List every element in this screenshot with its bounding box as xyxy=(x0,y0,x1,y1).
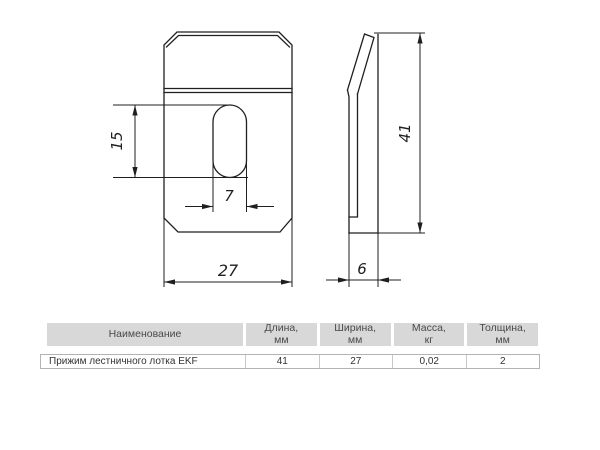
header-mass-label: Масса, xyxy=(411,322,446,334)
cell-mass: 0,02 xyxy=(392,355,466,368)
front-bend-lines xyxy=(164,89,292,93)
side-right-bottom-edge xyxy=(349,35,378,234)
side-view-dimensions xyxy=(326,33,425,287)
front-view-dimensions xyxy=(113,105,292,287)
header-width-label: Ширина, xyxy=(334,322,376,334)
dim-15-lines xyxy=(113,105,248,178)
header-thickness xyxy=(467,323,538,346)
side-view xyxy=(348,34,379,233)
dim-label-plate-width: 27 xyxy=(217,261,239,280)
front-slot xyxy=(213,105,247,178)
cell-product-name: Прижим лестничного лотка EKF xyxy=(49,356,198,367)
header-width-unit: мм xyxy=(347,333,363,346)
dim-label-slot-width: 7 xyxy=(224,187,234,205)
dim-label-plate-height: 41 xyxy=(396,123,414,143)
header-thickness-unit: мм xyxy=(495,333,510,346)
header-length-unit: мм xyxy=(274,333,289,346)
dim-label-slot-height: 15 xyxy=(108,131,126,151)
cell-width: 27 xyxy=(319,355,393,368)
header-width xyxy=(320,323,391,346)
header-mass-unit: кг xyxy=(424,333,434,346)
spec-table-header xyxy=(47,323,538,346)
spec-table xyxy=(40,323,540,369)
header-length xyxy=(246,323,317,346)
header-name xyxy=(47,323,243,346)
side-tab xyxy=(348,34,375,94)
front-top-inner-edge xyxy=(167,36,290,48)
dim-label-profile-depth: 6 xyxy=(357,260,367,278)
side-inner-edge xyxy=(349,94,358,217)
cell-length: 41 xyxy=(245,355,319,368)
side-left-edge xyxy=(348,90,350,233)
header-name-label: Наименование xyxy=(108,327,182,340)
header-mass xyxy=(394,323,465,346)
cell-thickness: 2 xyxy=(466,355,540,368)
header-thickness-label: Толщина, xyxy=(479,322,526,334)
header-length-label: Длина, xyxy=(264,322,299,334)
table-row xyxy=(40,354,540,369)
